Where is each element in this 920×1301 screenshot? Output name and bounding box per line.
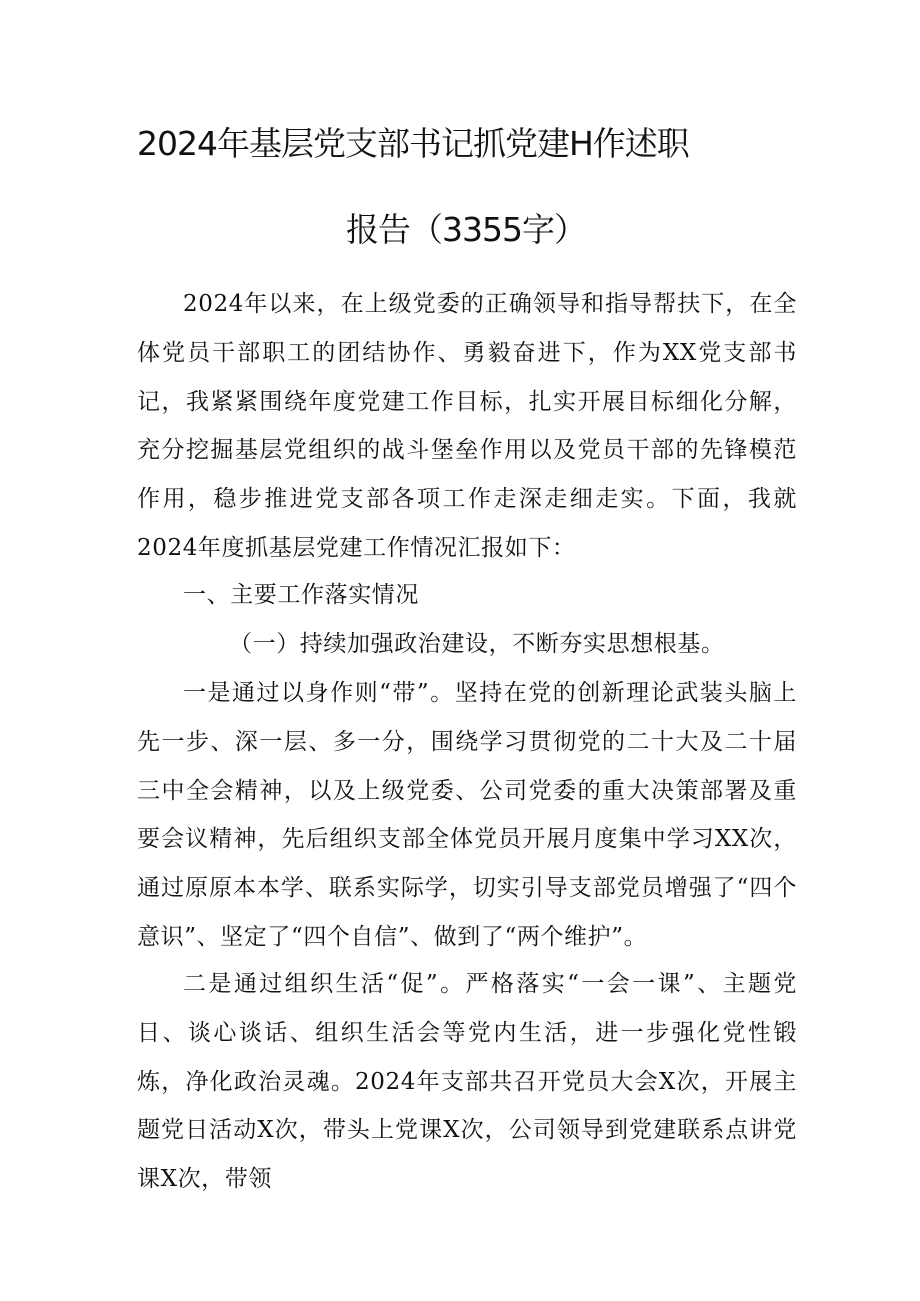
document-title-line-2: 报告（3355字） [346, 210, 586, 249]
body-paragraph-1: 一是通过以身作则“带”。坚持在党的创新理论武装头脑上先一步、深一层、多一分，围绕学习贯彻党的二十大及二十届三中全会精神，以及上级党委、公司党委的重大决策部署及重要会议精神，先后组织支部全体党员开展月度集中学习XX次，通过原原本本学、联系实际学，切实引导支部党员增强了“四个意识”、坚定了“四个自信”、做到了“两个维护”。 [137, 680, 797, 950]
section-heading: 一、主要工作落实情况 [183, 582, 419, 608]
document-title-line-1: 2024年基层党支部书记抓党建H作述职 [137, 124, 689, 163]
subsection-heading: （一）持续加强政治建设，不断夯实思想根基。 [229, 631, 725, 657]
body-paragraph-2: 二是通过组织生活“促”。严格落实“一会一课”、主题党日、谈心谈话、组织生活会等党内生活，进一步强化党性锻炼，净化政治灵魂。2024年支部共召开党员大会X次，开展主题党日活动X次，带头上党课X次，公司领导到党建联系点讲党课X次，带领 [137, 971, 797, 1193]
intro-paragraph: 2024年以来，在上级党委的正确领导和指导帮扶下，在全体党员干部职工的团结协作、勇毅奋进下，作为XX党支部书记，我紧紧围绕年度党建工作目标，扎实开展目标细化分解，充分挖掘基层党组织的战斗堡垒作用以及党员干部的先锋模范作用，稳步推进党支部各项工作走深走细走实。下面，我就2024年度抓基层党建工作情况汇报如下： [137, 291, 797, 561]
